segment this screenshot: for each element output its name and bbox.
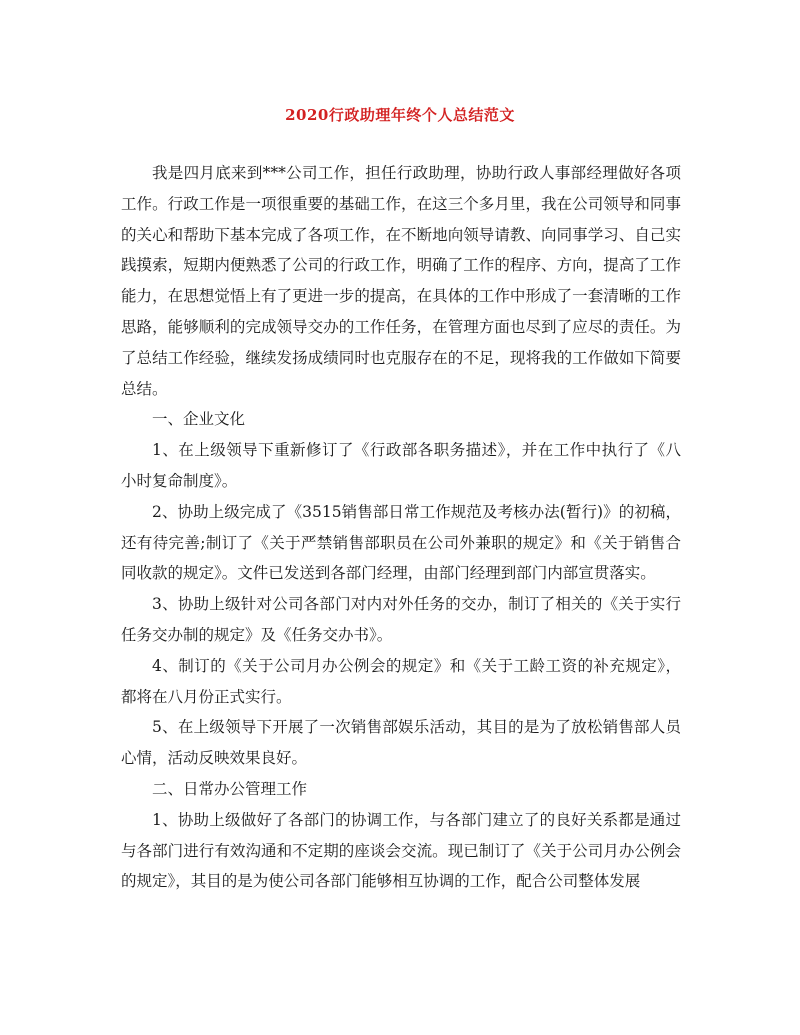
document-body: [121, 158, 681, 897]
culture-item-4: 4、制订的《关于公司月办公例会的规定》和《关于工龄工资的补充规定》，都将在八月份正式实行。: [121, 656, 681, 706]
office-item-1: 1、协助上级做好了各部门的协调工作，与各部门建立了的良好关系都是通过与各部门进行有效沟通和不定期的座谈会交流。现已制订了《关于公司月办公例会的规定》，其目的是为使公司各部门能够相互协调的工作，配合公司整体发展: [121, 810, 681, 891]
section-heading-culture: 一、企业文化: [152, 410, 246, 429]
section-heading-office: 二、日常办公管理工作: [152, 779, 308, 798]
document-title: 2020行政助理年终个人总结范文: [285, 106, 515, 124]
culture-item-3: 3、协助上级针对公司各部门对内对外任务的交办，制订了相关的《关于实行任务交办制的规定》及《任务交办书》。: [121, 595, 681, 644]
culture-item-2: 2、协助上级完成了《3515销售部日常工作规范及考核办法(暂行)》的初稿，还有待完善;制订了《关于严禁销售部职员在公司外兼职的规定》和《关于销售合同收款的规定》。文件已发送到各部门经理，由部门经理到部门内部宣贯落实。: [121, 502, 681, 583]
culture-item-5: 5、在上级领导下开展了一次销售部娱乐活动，其目的是为了放松销售部人员心情，活动反映效果良好。: [121, 718, 681, 768]
intro-paragraph: 我是四月底来到***公司工作，担任行政助理，协助行政人事部经理做好各项工作。行政工作是一项很重要的基础工作，在这三个多月里，我在公司领导和同事的关心和帮助下基本完成了各项工作，在不断地向领导请教、向同事学习、自己实践摸索，短期内便熟悉了公司的行政工作，明确了工作的程序、方向，提高了工作能力，在思想觉悟上有了更进一步的提高，在具体的工作中形成了一套清晰的工作思路，能够顺利的完成领导交办的工作任务，在管理方面也尽到了应尽的责任。为了总结工作经验，继续发扬成绩同时也克服存在的不足，现将我的工作做如下简要总结。: [121, 164, 681, 398]
culture-item-1: 1、在上级领导下重新修订了《行政部各职务描述》，并在工作中执行了《八小时复命制度》。: [121, 441, 681, 490]
